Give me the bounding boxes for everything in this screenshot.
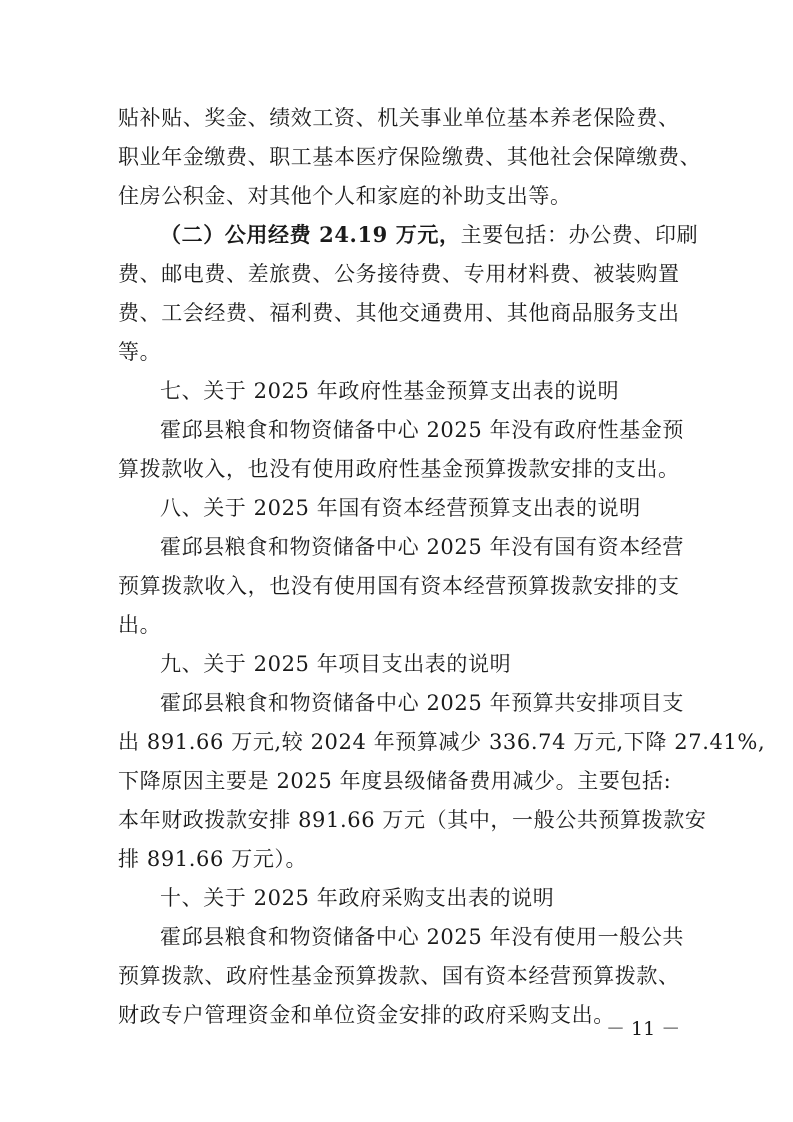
personnel-line-2: 职业年金缴费、职工基本医疗保险缴费、其他社会保障缴费、 bbox=[118, 145, 702, 169]
section9-line-4: 本年财政拨款安排 891.66 万元（其中，一般公共预算拨款安 bbox=[118, 808, 707, 832]
section9-line-1: 霍邱县粮食和物资储备中心 2025 年预算共安排项目支 bbox=[160, 691, 684, 715]
public-funds-line-1-rest: 主要包括：办公费、印刷 bbox=[460, 223, 699, 247]
page-number: － 11 － bbox=[606, 1018, 681, 1040]
section10-title: 十、关于 2025 年政府采购支出表的说明 bbox=[160, 886, 555, 910]
section8-line-1: 霍邱县粮食和物资储备中心 2025 年没有国有资本经营 bbox=[160, 535, 684, 559]
section10-line-1: 霍邱县粮食和物资储备中心 2025 年没有使用一般公共 bbox=[160, 925, 684, 949]
section9-line-2: 出 891.66 万元,较 2024 年预算减少 336.74 万元,下降 27.41%, bbox=[118, 730, 766, 754]
public-funds-line-4: 等。 bbox=[118, 340, 162, 364]
section10-line-3: 财政专户管理资金和单位资金安排的政府采购支出。 bbox=[118, 1003, 615, 1027]
personnel-line-3: 住房公积金、对其他个人和家庭的补助支出等。 bbox=[118, 184, 572, 208]
section9-line-3: 下降原因主要是 2025 年度县级储备费用减少。主要包括: bbox=[118, 769, 672, 793]
public-funds-lead: （二）公用经费 24.19 万元， bbox=[160, 222, 461, 247]
section9-title: 九、关于 2025 年项目支出表的说明 bbox=[160, 652, 512, 676]
section7-line-2: 算拨款收入，也没有使用政府性基金预算拨款安排的支出。 bbox=[118, 457, 680, 481]
section8-line-2: 预算拨款收入，也没有使用国有资本经营预算拨款安排的支 bbox=[118, 574, 680, 598]
personnel-line-1: 贴补贴、奖金、绩效工资、机关事业单位基本养老保险费、 bbox=[118, 106, 680, 130]
public-funds-line-2: 费、邮电费、差旅费、公务接待费、专用材料费、被装购置 bbox=[118, 262, 680, 286]
section7-title: 七、关于 2025 年政府性基金预算支出表的说明 bbox=[160, 379, 620, 403]
public-funds-line-3: 费、工会经费、福利费、其他交通费用、其他商品服务支出 bbox=[118, 301, 680, 325]
section7-line-1: 霍邱县粮食和物资储备中心 2025 年没有政府性基金预 bbox=[160, 418, 684, 442]
section9-line-5: 排 891.66 万元）。 bbox=[118, 847, 308, 871]
section10-line-2: 预算拨款、政府性基金预算拨款、国有资本经营预算拨款、 bbox=[118, 964, 680, 988]
section8-title: 八、关于 2025 年国有资本经营预算支出表的说明 bbox=[160, 496, 641, 520]
section8-line-3: 出。 bbox=[118, 613, 162, 637]
public-funds-line-1 bbox=[160, 220, 720, 250]
